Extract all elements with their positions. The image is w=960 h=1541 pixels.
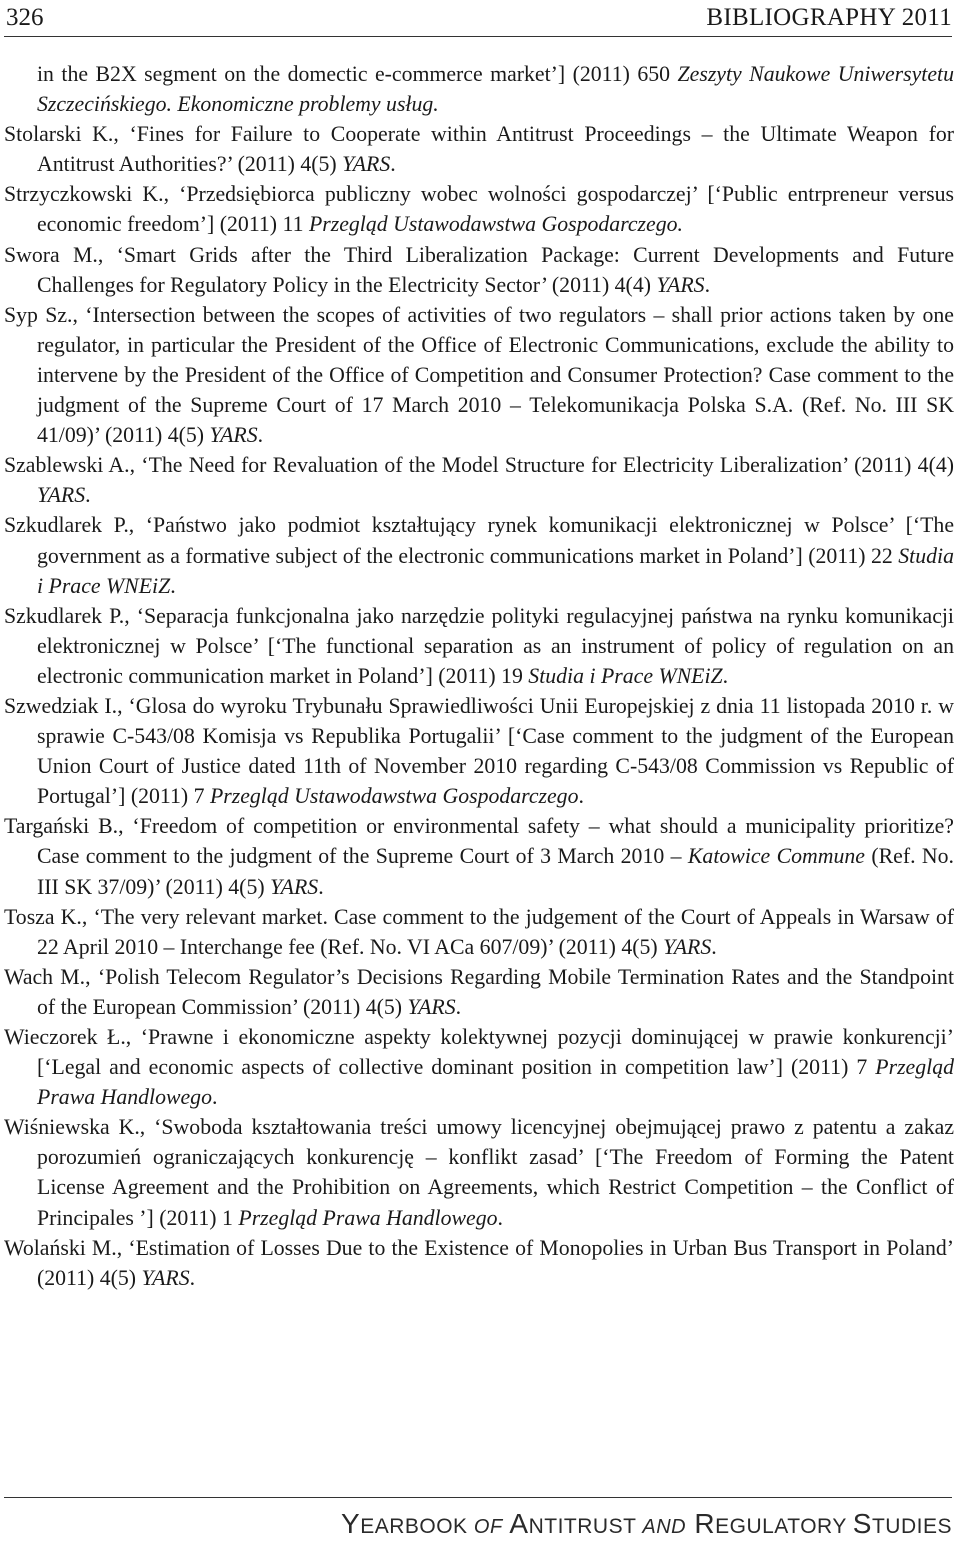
bibliography-entry: Targański B., ‘Freedom of competition or environmental safety – what should a municipality prioritize? Case comment to the judgment of the Supreme Court of 3 March 2010 – Katowice Commune (Ref. No. III SK 37/09)’ (2011) 4(5) YARS. [4, 814, 954, 899]
page-header [4, 0, 952, 37]
entry-author: Wieczorek Ł. [4, 1025, 126, 1049]
bibliography-entry: Swora M., ‘Smart Grids after the Third Liberalization Package: Current Developments and Future Challenges for Regulatory Policy in the Electricity Sector’ (2011) 4(4) YARS. [4, 242, 954, 297]
bibliography-entry: Wach M., ‘Polish Telecom Regulator’s Decisions Regarding Mobile Termination Rates and the Standpoint of the European Commission’ (2011) 4(5) YARS. [4, 964, 954, 1019]
bibliography-entry: Wieczorek Ł., ‘Prawne i ekonomiczne aspekty kolektywnej pozycji dominującej w prawie konkurencji’ [‘Legal and economic aspects of collective dominant position in competition law’] (2011) 7 Przegląd Prawa Handlowego. [4, 1025, 954, 1110]
page-number: 326 [6, 4, 44, 31]
entry-author: Tosza K. [4, 904, 82, 929]
bibliography-entry: Tosza K., ‘The very relevant market. Case comment to the judgement of the Court of Appeals in Warsaw of 22 April 2010 – Interchange fee (Ref. No. VI ACa 607/09)’ (2011) 4(5) YARS. [4, 904, 954, 959]
bibliography-entry: Szkudlarek P., ‘Separacja funkcjonalna jako narzędzie polityki regulacyjnej państwa na rynku komunikacji elektronicznej w Polsce’ [‘The functional separation as an instrument of policy of regulation on an electronic communication market in Poland’] (2011) 19 Studia i Prace WNEiZ. [4, 603, 954, 688]
entry-author: Swora M. [4, 242, 98, 267]
bibliography-entry: Szkudlarek P., ‘Państwo jako podmiot kształtujący rynek komunikacji elektronicznej w Polsce’ [‘The government as a formative subject of the electronic communications market in Poland’] (2011) 22 Studia i Prace WNEiZ. [4, 513, 954, 598]
entry-author: Targański B. [4, 814, 119, 839]
entry-author: Strzyczkowski K. [4, 182, 164, 207]
bibliography-entry: Strzyczkowski K., ‘Przedsiębiorca publiczny wobec wolności gospodarczej’ [‘Public entrpreneur versus economic freedom’] (2011) 11 Przegląd Ustawodawstwa Gospodarczego. [4, 182, 954, 237]
entry-author: Wach M. [4, 964, 86, 989]
bibliography-entry: Stolarski K., ‘Fines for Failure to Cooperate within Antitrust Proceedings – the Ultimate Weapon for Antitrust Authorities?’ (2011) 4(5) YARS. [4, 122, 954, 177]
bibliography-entry: Szwedziak I., ‘Glosa do wyroku Trybunału Sprawiedliwości Unii Europejskiej z dnia 11 listopada 2010 r. w sprawie C-543/08 Komisja vs Republika Portugalii’ [‘Case comment to the judgment of the European Union Court of Justice dated 11th of November 2010 regarding C-543/08 Commission vs Republic of Portugal’] (2011) 7 Przegląd Ustawodawstwa Gospodarczego. [4, 693, 954, 809]
bibliography-list [4, 59, 954, 1293]
bibliography-entry: Wiśniewska K., ‘Swoboda kształtowania treści umowy licencyjnej obejmującej prawo z patentu a zakaz porozumień ograniczających konkurencję – konflikt zasad’ [‘The Freedom of Forming the Patent License Agreement and the Prohibition on Agreements, which Restrict Competition – the Conflict of Principales ’] (2011) 1 Przegląd Prawa Handlowego. [4, 1115, 955, 1230]
journal-footer: YEARBOOK OF ANTITRUST AND REGULATORY STUDIES [341, 1508, 952, 1539]
entry-author: Szablewski A. [4, 453, 130, 478]
footer-rule [4, 1497, 952, 1498]
bibliography-entry: in the B2X segment on the domectic e-commerce market’] (2011) 650 Zeszyty Naukowe Uniwersytetu Szczecińskiego. Ekonomiczne problemy usług. [37, 62, 954, 117]
entry-author: Stolarski K. [4, 122, 114, 147]
running-title: BIBLIOGRAPHY 2011 [706, 4, 952, 31]
entry-author: Wiśniewska K. [4, 1115, 140, 1140]
entry-author: Wolański M. [4, 1235, 117, 1260]
entry-author: Szwedziak I. [4, 693, 118, 718]
entry-author: Szkudlarek P. [4, 513, 129, 538]
entry-author: Szkudlarek P. [4, 603, 125, 628]
entry-author: Syp Sz. [4, 302, 73, 327]
bibliography-entry: Wolański M., ‘Estimation of Losses Due to the Existence of Monopolies in Urban Bus Transport in Poland’ (2011) 4(5) YARS. [4, 1235, 954, 1290]
bibliography-entry: Szablewski A., ‘The Need for Revaluation of the Model Structure for Electricity Liberalization’ (2011) 4(4) YARS. [4, 453, 954, 508]
bibliography-entry: Syp Sz., ‘Intersection between the scopes of activities of two regulators – shall prior actions taken by one regulator, in particular the President of the Office of Electronic Communications, exclude the ability to intervene by the President of the Office of Competition and Consumer Protection? Case comment to the judgment of the Supreme Court of 17 March 2010 – Telekomunikacja Polska S.A. (Ref. No. III SK 41/09)’ (2011) 4(5) YARS. [4, 302, 954, 448]
